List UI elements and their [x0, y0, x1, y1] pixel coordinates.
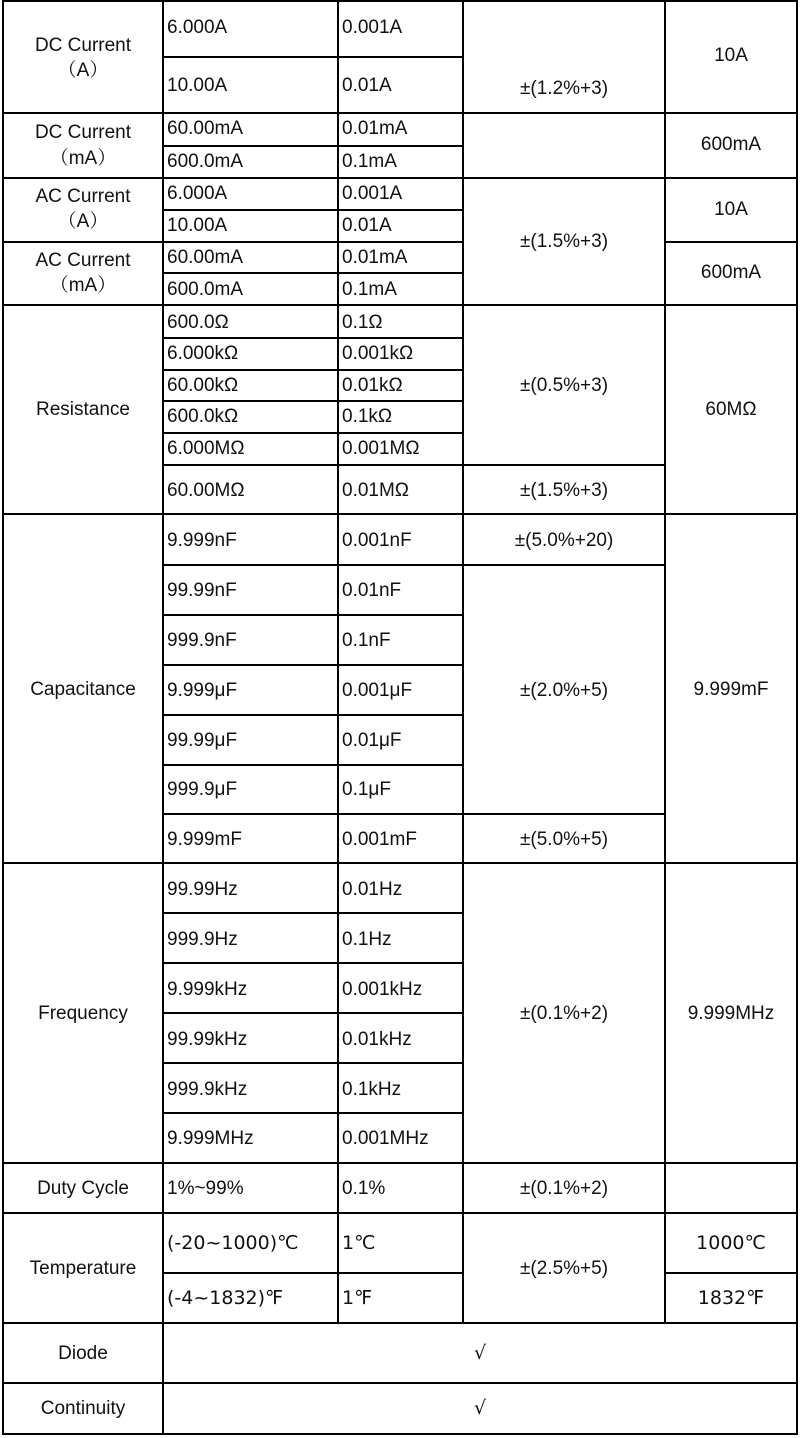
range-cell: 999.9kHz [167, 1079, 248, 1100]
accuracy-cell: ±(5.0%+20) [514, 530, 614, 551]
resolution-cell: 0.01kHz [342, 1029, 412, 1050]
accuracy-cell: ±(1.2%+3) [519, 78, 609, 99]
resolution-cell: 0.01mA [342, 247, 408, 268]
resolution-cell: 0.001nF [342, 530, 412, 551]
max-cell: 10A [714, 45, 748, 66]
resolution-cell: 0.01MΩ [342, 480, 410, 501]
function-label: AC Current [35, 186, 131, 207]
range-cell: 6.000kΩ [167, 343, 239, 364]
supported-mark: √ [473, 1342, 487, 1364]
row-sep [162, 432, 464, 434]
range-cell: 1%~99% [167, 1178, 244, 1199]
resolution-cell: 0.001kHz [342, 979, 423, 1000]
resolution-cell: 1℃ [342, 1232, 376, 1254]
range-cell: 9.999mF [167, 829, 242, 850]
col-sep-1 [162, 0, 164, 1435]
group-sep [2, 1382, 798, 1384]
row-sep [162, 56, 464, 58]
function-label: Temperature [29, 1258, 137, 1279]
range-cell: 600.0Ω [167, 312, 229, 333]
resolution-cell: 0.1mA [342, 279, 397, 300]
row-sep [162, 614, 464, 616]
resolution-cell: 0.01Hz [342, 879, 403, 900]
resolution-cell: 0.01A [342, 215, 392, 236]
range-cell: (-20~1000)℃ [167, 1232, 299, 1254]
resolution-cell: 0.01nF [342, 580, 402, 601]
range-cell: 6.000A [167, 183, 228, 204]
col-sep-2 [337, 0, 339, 1323]
range-cell: 999.9μF [167, 779, 238, 800]
range-cell: 99.99nF [167, 580, 237, 601]
group-sep [2, 1162, 798, 1164]
resolution-cell: 0.001MΩ [342, 438, 420, 459]
resolution-cell: 0.1μF [342, 779, 391, 800]
function-unit: （mA） [49, 148, 117, 169]
row-sep [162, 564, 666, 566]
accuracy-cell: ±(5.0%+5) [519, 829, 609, 850]
row-sep [162, 1062, 464, 1064]
row-sep [162, 145, 464, 147]
resolution-cell: 0.1kΩ [342, 406, 393, 427]
function-label: Continuity [40, 1398, 126, 1419]
row-sep [2, 241, 464, 243]
accuracy-cell: ±(1.5%+3) [519, 480, 609, 501]
row-sep [162, 813, 666, 815]
range-cell: 99.99Hz [167, 879, 238, 900]
row-sep [664, 1272, 798, 1274]
group-sep [2, 304, 798, 306]
row-sep [162, 209, 464, 211]
group-sep [2, 513, 798, 515]
max-cell: 1832℉ [697, 1287, 765, 1309]
range-cell: 9.999nF [167, 530, 237, 551]
group-sep [2, 112, 798, 114]
function-label: DC Current [34, 35, 132, 56]
function-label: Frequency [38, 1003, 128, 1024]
range-cell: 6.000MΩ [167, 438, 245, 459]
group-sep [2, 1212, 798, 1214]
row-sep [162, 714, 464, 716]
resolution-cell: 0.001A [342, 183, 403, 204]
range-cell: 999.9nF [167, 630, 237, 651]
max-cell: 10A [714, 199, 748, 220]
resolution-cell: 0.1Hz [342, 929, 392, 950]
function-unit: （A） [57, 211, 109, 232]
range-cell: 9.999μF [167, 680, 238, 701]
border-right [796, 0, 798, 1435]
accuracy-cell: ±(2.5%+5) [519, 1258, 609, 1279]
range-cell: 60.00kΩ [167, 375, 239, 396]
range-cell: 9.999MHz [167, 1128, 254, 1149]
range-cell: 999.9Hz [167, 929, 238, 950]
function-label: Resistance [36, 399, 130, 420]
border-top [2, 0, 798, 2]
row-sep [162, 400, 464, 402]
row-sep [664, 241, 798, 243]
supported-mark: √ [473, 1397, 487, 1419]
accuracy-cell: ±(0.1%+2) [519, 1003, 609, 1024]
resolution-cell: 0.001mF [342, 829, 417, 850]
row-sep [162, 764, 464, 766]
resolution-cell: 0.01μF [342, 730, 402, 751]
range-cell: 60.00mA [167, 247, 244, 268]
range-cell: 99.99μF [167, 730, 238, 751]
row-sep [162, 664, 464, 666]
range-cell: 600.0kΩ [167, 406, 239, 427]
function-label: Duty Cycle [37, 1178, 129, 1199]
function-label: AC Current [35, 250, 131, 271]
row-sep [162, 1012, 464, 1014]
range-cell: 600.0mA [167, 279, 244, 300]
group-sep [2, 1322, 798, 1324]
accuracy-cell: ±(0.1%+2) [519, 1178, 609, 1199]
max-cell: 9.999MHz [687, 1003, 775, 1024]
range-cell: 99.99kHz [167, 1029, 248, 1050]
range-cell: 60.00mA [167, 118, 244, 139]
resolution-cell: 0.1nF [342, 630, 391, 651]
resolution-cell: 1℉ [342, 1287, 373, 1309]
resolution-cell: 0.01A [342, 75, 392, 96]
range-cell: 10.00A [167, 75, 228, 96]
resolution-cell: 0.001MHz [342, 1128, 429, 1149]
row-sep [162, 962, 464, 964]
resolution-cell: 0.1% [342, 1178, 386, 1199]
function-unit: （A） [57, 60, 109, 81]
group-sep [2, 177, 798, 179]
row-sep [162, 1272, 464, 1274]
row-sep [162, 272, 464, 274]
row-sep [162, 369, 464, 371]
resolution-cell: 0.1mA [342, 151, 397, 172]
resolution-cell: 0.01mA [342, 118, 408, 139]
max-cell: 9.999mF [693, 679, 769, 700]
range-cell: 60.00MΩ [167, 480, 245, 501]
row-sep [162, 464, 666, 466]
resolution-cell: 0.001A [342, 17, 403, 38]
resolution-cell: 0.1kHz [342, 1079, 402, 1100]
resolution-cell: 0.001μF [342, 680, 413, 701]
max-cell: 60MΩ [705, 399, 757, 420]
row-sep [162, 1112, 464, 1114]
function-label: Diode [58, 1343, 108, 1364]
range-cell: (-4~1832)℉ [167, 1287, 284, 1309]
max-cell: 600mA [700, 262, 762, 283]
group-sep [2, 862, 798, 864]
resolution-cell: 0.1Ω [342, 312, 383, 333]
range-cell: 10.00A [167, 215, 228, 236]
range-cell: 6.000A [167, 17, 228, 38]
accuracy-cell: ±(0.5%+3) [519, 375, 609, 396]
function-label: DC Current [34, 122, 132, 143]
col-sep-3 [462, 0, 464, 1323]
resolution-cell: 0.001kΩ [342, 343, 414, 364]
resolution-cell: 0.01kΩ [342, 375, 403, 396]
accuracy-cell: ±(1.5%+3) [519, 231, 609, 252]
row-sep [162, 337, 464, 339]
max-cell: 600mA [700, 134, 762, 155]
max-cell: 1000℃ [696, 1232, 766, 1254]
function-unit: （mA） [49, 275, 117, 296]
function-label: Capacitance [30, 679, 136, 700]
range-cell: 600.0mA [167, 151, 244, 172]
row-sep [162, 912, 464, 914]
border-bottom [2, 1433, 798, 1435]
accuracy-cell: ±(2.0%+5) [519, 680, 609, 701]
range-cell: 9.999kHz [167, 979, 248, 1000]
